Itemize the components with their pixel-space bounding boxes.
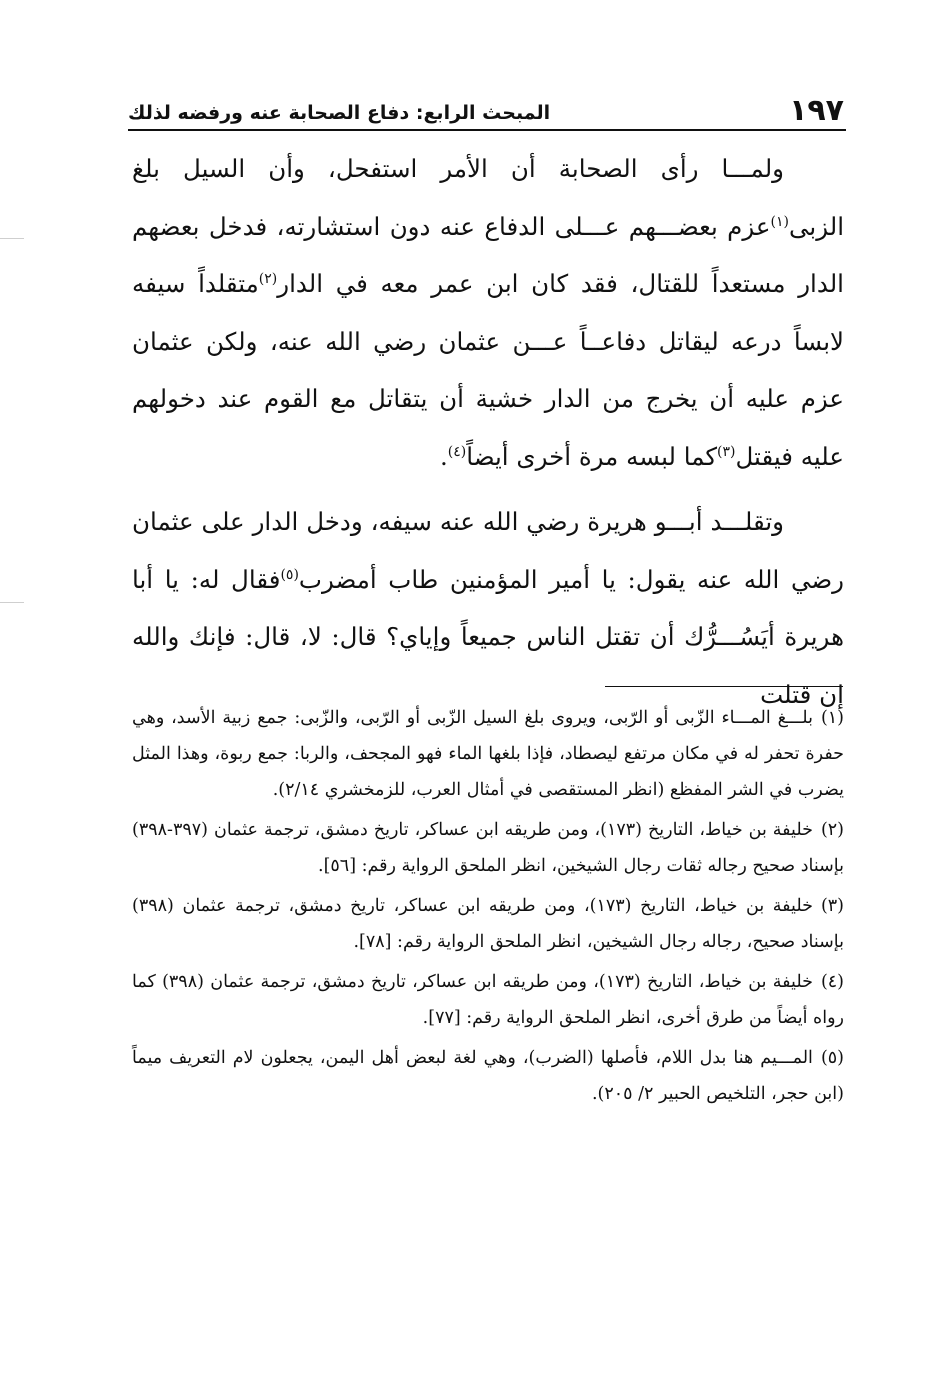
footnotes: [132, 700, 844, 1116]
footnote-4: [132, 964, 844, 1036]
paragraph-1: [132, 140, 844, 485]
text-segment: كما لبسه مرة أخرى أيضاً: [466, 441, 718, 471]
footnote-number: (٢): [820, 820, 844, 840]
footnote-separator: [605, 686, 843, 687]
text-segment: فقال له: يا أبا هريرة أيَسُـــرُّك أن تقتل الناس جميعاً وإياي؟ قال: لا، قال: فإنك والله إن قتلت: [132, 564, 844, 709]
scan-margin-mark: [0, 238, 24, 239]
running-title: المبحث الرابع: دفاع الصحابة عنه ورفضه لذلك: [128, 102, 551, 124]
footnote-3: [132, 888, 844, 960]
footnote-1: [132, 700, 844, 808]
footnote-number: (١): [820, 708, 844, 728]
text-segment: عزم بعضـــهم عـــلى الدفاع عنه دون استشارته، فدخل بعضهم الدار مستعداً للقتال، فقد كان ابن عمر معه في الدار: [132, 211, 844, 298]
text-segment: .: [440, 441, 448, 471]
footnote-2: [132, 812, 844, 884]
footnote-number: (٤): [820, 972, 844, 992]
footnote-text: خليفة بن خياط، التاريخ (١٧٣)، ومن طريقه ابن عساكر، تاريخ دمشق، ترجمة عثمان (٣٩٨) بإسناد صحيح، رجاله رجال الشيخين، انظر الملحق الرواية رقم: [٧٨].: [132, 896, 844, 952]
text-segment: وتقلـــد أبـــو هريرة رضي الله عنه سيفه، ودخل الدار على عثمان رضي الله عنه يقول: يا أمير المؤمنين طاب أمضرب: [132, 507, 844, 594]
footnote-ref-2: (٢): [258, 270, 278, 287]
text-segment: ولمـــا رأى الصحابة أن الأمر استفحل، وأن السيل بلغ الزبى: [132, 154, 844, 241]
footnote-5: [132, 1040, 844, 1112]
footnote-number: (٣): [820, 896, 844, 916]
text-segment: متقلداً سيفه لابساً درعه ليقاتل دفاعــاً عـــن عثمان رضي الله عنه، ولكن عثمان عزم عليه أن يخرج من الدار خشية أن يتقاتل مع القوم عند دخولهم عليه فيقتل: [132, 269, 844, 471]
footnote-ref-5: (٥): [280, 566, 299, 583]
footnote-ref-4: (٤): [447, 443, 467, 460]
footnote-ref-3: (٣): [717, 443, 736, 460]
page-header: [128, 92, 844, 128]
page-number: ١٩٧: [789, 93, 844, 128]
footnote-text: بلـــغ المـــاء الزّبى أو الرّبى، ويروى بلغ السيل الزّبى أو الرّبى، والزّبى: جمع زبية الأسد، وهي حفرة تحفر له في مكان مرتفع ليصطاد، فإذا بلغها الماء فهو المجحف، والربا: جمع ربوة، وهذا المثل يضرب في الشر المفظع (انظر المستقصى في أمثال العرب، للزمخشري ٢/١٤).: [132, 708, 844, 800]
footnote-number: (٥): [820, 1048, 844, 1068]
main-text: [132, 140, 844, 723]
footnote-text: خليفة بن خياط، التاريخ (١٧٣)، ومن طريقه ابن عساكر، تاريخ دمشق، ترجمة عثمان (٣٩٨) كما رواه أيضاً من طرق أخرى، انظر الملحق الرواية رقم: [٧٧].: [132, 972, 844, 1028]
footnote-text: المـــيم هنا بدل اللام، فأصلها (الضرب)، وهي لغة لبعض أهل اليمن، يجعلون لام التعريف ميماً (ابن حجر، التلخيص الحبير ٢/ ٢٠٥).: [132, 1048, 844, 1104]
footnote-text: خليفة بن خياط، التاريخ (١٧٣)، ومن طريقه ابن عساكر، تاريخ دمشق، ترجمة عثمان (٣٩٧-٣٩٨) بإسناد صحيح رجاله ثقات رجال الشيخين، انظر الملحق الرواية رقم: [٥٦].: [132, 820, 844, 876]
paragraph-2: [132, 493, 844, 723]
header-rule: [128, 129, 846, 131]
footnote-ref-1: (١): [770, 213, 789, 230]
scan-margin-mark: [0, 602, 24, 603]
